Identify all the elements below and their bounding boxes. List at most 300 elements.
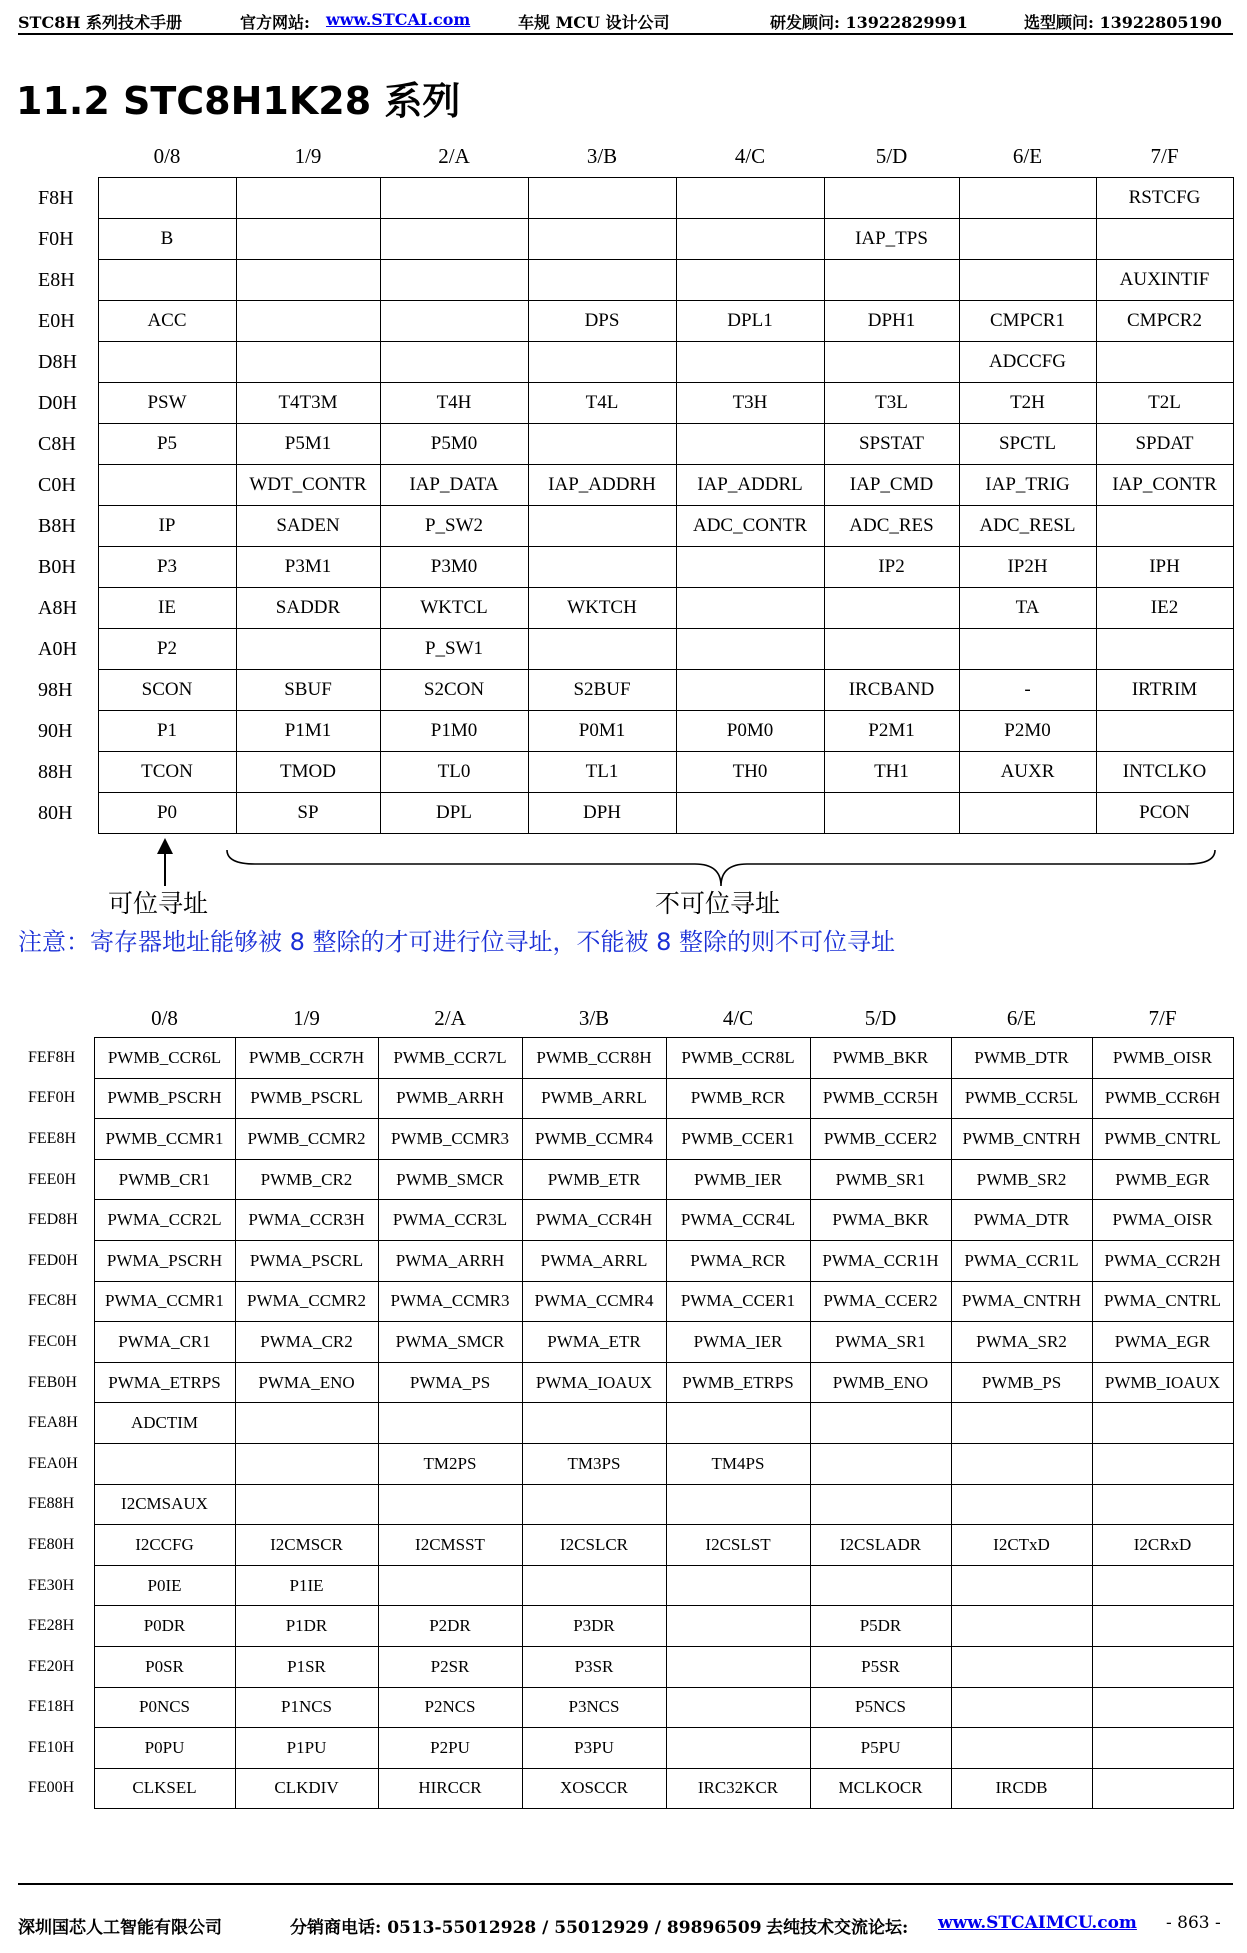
row-address: E8H <box>38 268 75 291</box>
column-header: 0/8 <box>151 1006 178 1030</box>
table-row <box>18 1728 1233 1769</box>
register-cell: P1NCS <box>235 1687 378 1728</box>
page-header <box>18 6 1233 34</box>
register-cell <box>378 1403 522 1444</box>
register-cell <box>236 219 380 260</box>
row-address: B8H <box>38 514 76 537</box>
register-cell: PWMA_ETRPS <box>94 1362 235 1403</box>
register-cell <box>824 178 959 219</box>
register-cell: IAP_CONTR <box>1096 465 1233 506</box>
register-cell <box>236 301 380 342</box>
register-cell <box>951 1646 1092 1687</box>
register-cell: PWMA_PSCRL <box>235 1240 378 1281</box>
register-cell: SBUF <box>236 670 380 711</box>
register-cell: PWMB_IOAUX <box>1092 1362 1233 1403</box>
register-cell: PWMB_CCR6L <box>94 1038 235 1079</box>
register-cell: T3L <box>824 383 959 424</box>
row-address: FE00H <box>28 1779 75 1797</box>
column-header: 3/B <box>586 144 618 168</box>
register-cell <box>528 178 676 219</box>
register-cell: TH1 <box>824 752 959 793</box>
register-cell: P1SR <box>235 1646 378 1687</box>
register-cell: PWMA_OISR <box>1092 1200 1233 1241</box>
register-cell: P_SW2 <box>380 506 528 547</box>
register-cell <box>666 1606 810 1647</box>
register-cell: PWMB_ARRH <box>378 1078 522 1119</box>
register-cell: ADC_CONTR <box>676 506 824 547</box>
register-cell: TM2PS <box>378 1443 522 1484</box>
register-cell: P5DR <box>810 1606 951 1647</box>
row-address: FE30H <box>28 1576 75 1594</box>
register-cell: PWMA_CCER1 <box>666 1281 810 1322</box>
register-cell: IE <box>98 588 236 629</box>
register-cell: P0SR <box>94 1646 235 1687</box>
manual-title: STC8H 系列技术手册 <box>18 13 183 32</box>
register-cell: T2H <box>959 383 1096 424</box>
column-header: 4/C <box>722 1006 754 1030</box>
register-cell <box>380 342 528 383</box>
row-address: 98H <box>38 678 73 701</box>
register-cell: PWMB_CCER1 <box>666 1119 810 1160</box>
register-cell: PWMA_SMCR <box>378 1322 522 1363</box>
register-cell: WDT_CONTR <box>236 465 380 506</box>
register-cell: ACC <box>98 301 236 342</box>
register-cell: TMOD <box>236 752 380 793</box>
register-cell: IAP_DATA <box>380 465 528 506</box>
register-cell <box>235 1443 378 1484</box>
row-address: FE18H <box>28 1698 75 1716</box>
register-cell <box>1092 1728 1233 1769</box>
register-cell: IP2H <box>959 547 1096 588</box>
register-cell: RSTCFG <box>1096 178 1233 219</box>
register-cell <box>666 1646 810 1687</box>
forum-link[interactable]: www.STCAIMCU.com <box>938 1913 1137 1933</box>
table-row <box>18 1159 1233 1200</box>
register-cell: DPL <box>380 793 528 834</box>
register-cell: IAP_ADDRL <box>676 465 824 506</box>
section-title: 11.2 STC8H1K28 系列 <box>16 79 461 123</box>
footer-phone: 分销商电话: 0513-55012928 / 55012929 / 89896509 <box>290 1918 762 1938</box>
table-row <box>18 752 1233 793</box>
table-row <box>18 1403 1233 1444</box>
register-cell: PWMB_SR2 <box>951 1159 1092 1200</box>
register-cell: PWMA_CNTRH <box>951 1281 1092 1322</box>
register-cell: ADC_RESL <box>959 506 1096 547</box>
register-cell: PWMA_CCR3H <box>235 1200 378 1241</box>
register-cell: PWMB_ETRPS <box>666 1362 810 1403</box>
register-cell: P5M0 <box>380 424 528 465</box>
register-cell: XOSCCR <box>522 1768 666 1809</box>
register-cell <box>951 1728 1092 1769</box>
register-cell: IRTRIM <box>1096 670 1233 711</box>
register-cell: PWMB_PS <box>951 1362 1092 1403</box>
register-cell: P2SR <box>378 1646 522 1687</box>
register-cell: PWMB_CR1 <box>94 1159 235 1200</box>
table-row <box>18 1443 1233 1484</box>
register-cell: PWMB_SR1 <box>810 1159 951 1200</box>
row-address: D0H <box>38 391 77 414</box>
register-cell <box>959 219 1096 260</box>
register-cell <box>810 1484 951 1525</box>
register-cell: CLKDIV <box>235 1768 378 1809</box>
sfr-table-extended <box>18 1037 1234 1809</box>
column-header: 0/8 <box>153 144 181 168</box>
table-row <box>18 588 1233 629</box>
register-cell <box>98 178 236 219</box>
register-cell <box>236 178 380 219</box>
register-cell: PWMB_SMCR <box>378 1159 522 1200</box>
table-row <box>18 383 1233 424</box>
register-cell <box>235 1403 378 1444</box>
row-address: FEE0H <box>28 1170 76 1188</box>
row-address: FEA8H <box>28 1414 78 1432</box>
register-cell: IRCDB <box>951 1768 1092 1809</box>
register-cell <box>676 260 824 301</box>
row-address: A8H <box>38 596 77 619</box>
register-cell <box>824 793 959 834</box>
register-cell: PWMA_CCR2L <box>94 1200 235 1241</box>
register-cell: CMPCR2 <box>1096 301 1233 342</box>
register-cell: WKTCL <box>380 588 528 629</box>
register-cell <box>1092 1443 1233 1484</box>
register-cell: P2DR <box>378 1606 522 1647</box>
column-header: 5/D <box>875 144 908 168</box>
table-row <box>18 1322 1233 1363</box>
register-cell: DPH1 <box>824 301 959 342</box>
register-cell <box>666 1728 810 1769</box>
row-address: FEF0H <box>28 1089 76 1107</box>
site-link[interactable]: www.STCAI.com <box>326 10 471 29</box>
table-row <box>18 711 1233 752</box>
register-cell: IE2 <box>1096 588 1233 629</box>
register-cell: PWMA_ARRL <box>522 1240 666 1281</box>
register-cell: DPS <box>528 301 676 342</box>
register-cell: WKTCH <box>528 588 676 629</box>
table-row <box>18 1768 1233 1809</box>
register-cell <box>951 1403 1092 1444</box>
table-row <box>18 1038 1233 1079</box>
column-header: 7/F <box>1150 144 1179 168</box>
register-cell <box>951 1687 1092 1728</box>
bit-addressable-label: 可位寻址 <box>108 889 209 918</box>
register-cell <box>528 260 676 301</box>
column-header: 2/A <box>438 144 470 168</box>
register-cell: T2L <box>1096 383 1233 424</box>
register-cell <box>1092 1687 1233 1728</box>
table-row <box>18 1281 1233 1322</box>
register-cell: PWMB_ARRL <box>522 1078 666 1119</box>
table-row <box>18 506 1233 547</box>
register-cell: PWMB_ENO <box>810 1362 951 1403</box>
register-cell: P1IE <box>235 1565 378 1606</box>
register-cell: PWMA_ETR <box>522 1322 666 1363</box>
register-cell: P5NCS <box>810 1687 951 1728</box>
row-address: FE20H <box>28 1657 75 1675</box>
register-cell: PWMA_CCR2H <box>1092 1240 1233 1281</box>
row-address: F8H <box>38 186 74 209</box>
register-cell: P2PU <box>378 1728 522 1769</box>
selection-consultant: 选型顾问: 13922805190 <box>1024 13 1222 32</box>
register-cell: PCON <box>1096 793 1233 834</box>
register-cell <box>380 178 528 219</box>
register-cell: IPH <box>1096 547 1233 588</box>
register-cell <box>1092 1768 1233 1809</box>
register-cell: INTCLKO <box>1096 752 1233 793</box>
register-cell <box>666 1403 810 1444</box>
register-cell: IAP_TPS <box>824 219 959 260</box>
register-cell: - <box>959 670 1096 711</box>
register-cell <box>1092 1565 1233 1606</box>
table-row <box>18 1525 1233 1566</box>
register-cell: CMPCR1 <box>959 301 1096 342</box>
register-cell: PWMA_RCR <box>666 1240 810 1281</box>
register-cell: PWMB_CCMR2 <box>235 1119 378 1160</box>
register-cell: PWMA_CCR4L <box>666 1200 810 1241</box>
register-cell: P0DR <box>94 1606 235 1647</box>
register-cell: PWMB_CCR8H <box>522 1038 666 1079</box>
register-cell <box>951 1443 1092 1484</box>
register-cell: P1 <box>98 711 236 752</box>
register-cell <box>380 219 528 260</box>
register-cell: PWMA_CCMR4 <box>522 1281 666 1322</box>
table-row <box>18 629 1233 670</box>
register-cell <box>1096 506 1233 547</box>
register-cell: PWMB_PSCRH <box>94 1078 235 1119</box>
register-cell: P3PU <box>522 1728 666 1769</box>
table-row <box>18 1646 1233 1687</box>
row-address: C0H <box>38 473 76 496</box>
register-cell <box>522 1565 666 1606</box>
register-cell: IAP_CMD <box>824 465 959 506</box>
register-cell <box>236 629 380 670</box>
register-cell <box>528 547 676 588</box>
rd-consultant: 研发顾问: 13922829991 <box>770 13 968 32</box>
register-cell: TCON <box>98 752 236 793</box>
register-cell <box>676 629 824 670</box>
row-address: FED8H <box>28 1211 78 1229</box>
register-cell: P2 <box>98 629 236 670</box>
register-cell: SADEN <box>236 506 380 547</box>
register-cell: ADC_RES <box>824 506 959 547</box>
register-cell: PWMB_CCMR4 <box>522 1119 666 1160</box>
register-cell: P1DR <box>235 1606 378 1647</box>
register-cell <box>951 1484 1092 1525</box>
register-cell <box>824 260 959 301</box>
register-cell: TL0 <box>380 752 528 793</box>
register-cell: P5 <box>98 424 236 465</box>
register-cell: PWMB_OISR <box>1092 1038 1233 1079</box>
register-cell <box>676 178 824 219</box>
register-cell: I2CMSAUX <box>94 1484 235 1525</box>
register-cell <box>959 629 1096 670</box>
register-cell: PWMA_PS <box>378 1362 522 1403</box>
register-cell: S2CON <box>380 670 528 711</box>
register-cell: PWMA_BKR <box>810 1200 951 1241</box>
site-label: 官方网站: <box>240 13 310 32</box>
register-cell: IP <box>98 506 236 547</box>
row-address: 90H <box>38 719 73 742</box>
register-cell: P1M0 <box>380 711 528 752</box>
register-cell <box>1092 1606 1233 1647</box>
register-cell <box>959 260 1096 301</box>
register-cell: T4H <box>380 383 528 424</box>
sfr-table-main <box>18 177 1234 834</box>
register-cell: PWMA_ENO <box>235 1362 378 1403</box>
register-cell: PWMA_EGR <box>1092 1322 1233 1363</box>
register-cell: TM4PS <box>666 1443 810 1484</box>
register-cell: PWMA_IOAUX <box>522 1362 666 1403</box>
row-address: D8H <box>38 350 77 373</box>
row-address: FEC8H <box>28 1292 77 1310</box>
register-cell <box>810 1403 951 1444</box>
row-address: B0H <box>38 555 76 578</box>
register-cell: PWMB_RCR <box>666 1078 810 1119</box>
register-cell <box>98 342 236 383</box>
register-cell: PWMB_CCR6H <box>1092 1078 1233 1119</box>
register-cell: P5SR <box>810 1646 951 1687</box>
register-cell <box>1096 629 1233 670</box>
page-footer <box>18 1913 1233 1943</box>
register-cell: PWMA_PSCRH <box>94 1240 235 1281</box>
register-cell: PWMB_IER <box>666 1159 810 1200</box>
register-cell <box>676 424 824 465</box>
register-cell <box>235 1484 378 1525</box>
register-cell: IRCBAND <box>824 670 959 711</box>
row-address: FE80H <box>28 1535 75 1553</box>
register-cell: P0M1 <box>528 711 676 752</box>
register-cell <box>528 506 676 547</box>
register-cell: T4T3M <box>236 383 380 424</box>
table-row <box>18 1078 1233 1119</box>
register-cell: IP2 <box>824 547 959 588</box>
register-cell <box>528 424 676 465</box>
table-row <box>18 1484 1233 1525</box>
table-row <box>18 670 1233 711</box>
row-address: E0H <box>38 309 75 332</box>
register-cell: PWMA_CR1 <box>94 1322 235 1363</box>
table-row <box>18 424 1233 465</box>
register-cell <box>666 1565 810 1606</box>
register-cell: PWMB_CCER2 <box>810 1119 951 1160</box>
table-row <box>18 219 1233 260</box>
register-cell: P3M0 <box>380 547 528 588</box>
register-cell <box>236 342 380 383</box>
register-cell <box>380 301 528 342</box>
row-address: FEE8H <box>28 1129 76 1147</box>
register-cell: PWMA_CCMR2 <box>235 1281 378 1322</box>
register-cell: SADDR <box>236 588 380 629</box>
table-row <box>18 1362 1233 1403</box>
register-cell <box>522 1403 666 1444</box>
register-cell: IAP_TRIG <box>959 465 1096 506</box>
register-cell: PWMA_SR1 <box>810 1322 951 1363</box>
register-cell: DPL1 <box>676 301 824 342</box>
register-cell <box>1092 1484 1233 1525</box>
register-cell: PWMB_CNTRH <box>951 1119 1092 1160</box>
register-cell: PWMA_CCR1H <box>810 1240 951 1281</box>
register-cell: P1PU <box>235 1728 378 1769</box>
table-row <box>18 793 1233 834</box>
register-cell: IAP_ADDRH <box>528 465 676 506</box>
register-cell: I2CCFG <box>94 1525 235 1566</box>
register-cell <box>810 1443 951 1484</box>
footer-divider <box>18 1883 1233 1885</box>
register-cell: PWMB_CCR5H <box>810 1078 951 1119</box>
register-cell: TA <box>959 588 1096 629</box>
table-row <box>18 1240 1233 1281</box>
register-cell: PWMB_CCR7L <box>378 1038 522 1079</box>
register-cell: P0NCS <box>94 1687 235 1728</box>
register-cell: T4L <box>528 383 676 424</box>
row-address: FEB0H <box>28 1373 77 1391</box>
register-cell: SPDAT <box>1096 424 1233 465</box>
register-cell <box>94 1443 235 1484</box>
register-cell: P0PU <box>94 1728 235 1769</box>
addressing-note: 注意：寄存器地址能够被 8 整除的才可进行位寻址，不能被 8 整除的则不可位寻址 <box>18 928 896 956</box>
register-cell: I2CSLST <box>666 1525 810 1566</box>
register-cell: S2BUF <box>528 670 676 711</box>
register-cell <box>666 1484 810 1525</box>
row-address: 88H <box>38 760 73 783</box>
register-cell: IRC32KCR <box>666 1768 810 1809</box>
register-cell <box>676 588 824 629</box>
column-header: 6/E <box>1006 1006 1037 1030</box>
register-cell: P5M1 <box>236 424 380 465</box>
table-row <box>18 301 1233 342</box>
register-cell: PWMB_CCMR3 <box>378 1119 522 1160</box>
register-cell: PWMB_CR2 <box>235 1159 378 1200</box>
column-header: 3/B <box>578 1006 610 1030</box>
register-cell <box>676 547 824 588</box>
row-address: F0H <box>38 227 74 250</box>
register-cell <box>528 219 676 260</box>
register-cell <box>1092 1646 1233 1687</box>
register-cell: PWMB_EGR <box>1092 1159 1233 1200</box>
table-row <box>18 1200 1233 1241</box>
table-row <box>18 260 1233 301</box>
register-cell: PWMB_BKR <box>810 1038 951 1079</box>
header-divider <box>18 33 1233 35</box>
register-cell: I2CMSCR <box>235 1525 378 1566</box>
register-cell <box>522 1484 666 1525</box>
register-cell <box>676 219 824 260</box>
row-address: FEC0H <box>28 1332 77 1350</box>
register-cell: CLKSEL <box>94 1768 235 1809</box>
register-cell: PWMA_IER <box>666 1322 810 1363</box>
register-cell: SPCTL <box>959 424 1096 465</box>
register-cell <box>1096 342 1233 383</box>
register-cell: PWMA_SR2 <box>951 1322 1092 1363</box>
forum-label: 去纯技术交流论坛: <box>766 1918 909 1938</box>
row-address: FE10H <box>28 1738 75 1756</box>
register-cell <box>528 629 676 670</box>
register-cell: I2CTxD <box>951 1525 1092 1566</box>
register-cell <box>959 178 1096 219</box>
register-cell: PWMB_CCR5L <box>951 1078 1092 1119</box>
row-address: FE88H <box>28 1495 75 1513</box>
table-row <box>18 547 1233 588</box>
column-header: 4/C <box>734 144 766 168</box>
register-cell: P_SW1 <box>380 629 528 670</box>
register-cell: PWMB_CCR8L <box>666 1038 810 1079</box>
register-cell: PWMA_CCER2 <box>810 1281 951 1322</box>
column-header: 2/A <box>434 1006 466 1030</box>
register-cell <box>528 342 676 383</box>
register-cell: PWMB_DTR <box>951 1038 1092 1079</box>
row-address: C8H <box>38 432 76 455</box>
not-bit-addressable-label: 不可位寻址 <box>655 889 781 918</box>
register-cell <box>236 260 380 301</box>
